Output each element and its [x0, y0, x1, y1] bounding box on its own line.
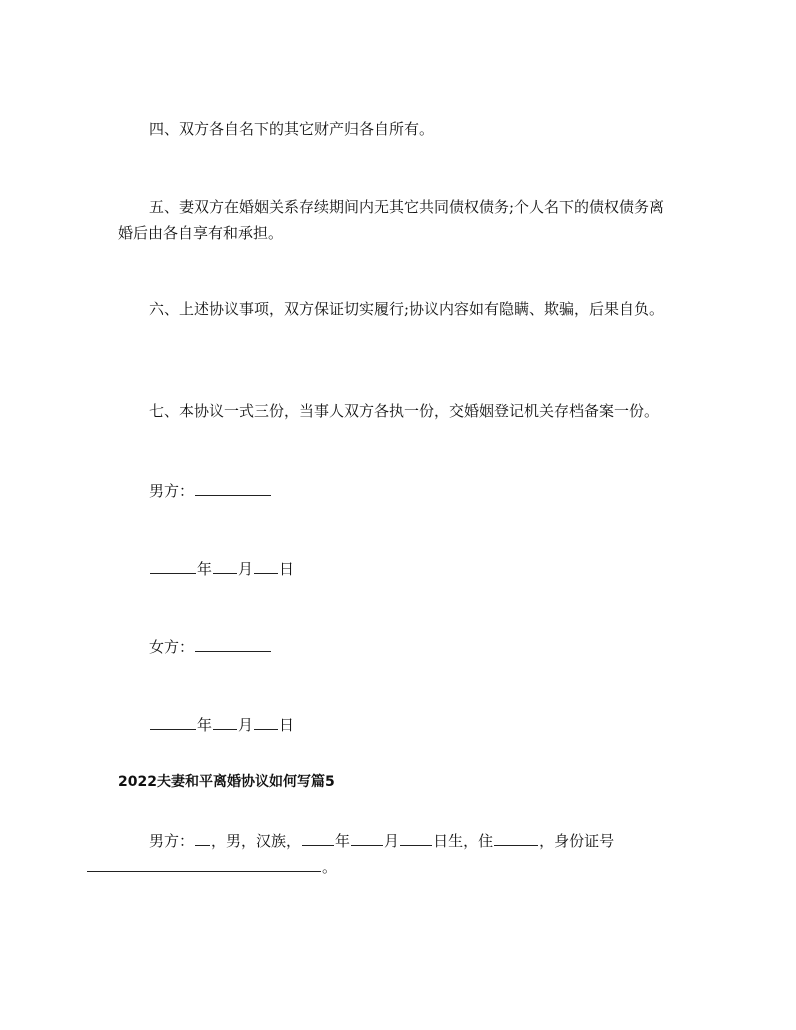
birth-month-label: 月: [384, 832, 400, 850]
male-signature-label: 男方：: [149, 482, 195, 500]
month-blank: [213, 572, 237, 574]
year-blank: [150, 572, 196, 574]
male-signature-blank: [195, 494, 271, 496]
birth-month-blank: [351, 844, 383, 846]
month-blank: [213, 728, 237, 730]
end-punctuation: 。: [322, 858, 338, 876]
gender-ethnicity-text: ，男，汉族，: [211, 832, 302, 850]
female-signature-label: 女方：: [149, 638, 195, 656]
clause-5: 五、妻双方在婚姻关系存续期间内无其它共同债权债务;个人名下的债权债务离婚后由各自享有和承担。: [118, 198, 665, 242]
clause-7: 七、本协议一式三份，当事人双方各执一份，交婚姻登记机关存档备案一份。: [149, 402, 660, 420]
female-date-line: [149, 712, 294, 738]
male-date-line: [149, 556, 294, 582]
month-label: 月: [238, 560, 254, 578]
year-blank: [150, 728, 196, 730]
day-label: 日: [279, 716, 295, 734]
year-label: 年: [197, 716, 213, 734]
clause-6: 六、上述协议事项，双方保证切实履行;协议内容如有隐瞒、欺骗，后果自负。: [149, 300, 665, 318]
id-number-blank: [87, 870, 321, 872]
birth-day-blank: [400, 844, 432, 846]
birth-year-label: 年: [335, 832, 351, 850]
month-label: 月: [238, 716, 254, 734]
day-blank: [254, 728, 278, 730]
day-blank: [254, 572, 278, 574]
name-blank: [195, 844, 210, 846]
party-male-label: 男方：: [149, 832, 195, 850]
year-label: 年: [197, 560, 213, 578]
birth-year-blank: [302, 844, 334, 846]
female-signature-line: [149, 634, 272, 660]
id-label: ，身份证号: [539, 832, 615, 850]
male-signature-line: [149, 478, 272, 504]
section-heading: 2022夫妻和平离婚协议如何写篇5: [118, 774, 335, 790]
born-residence-text: 日生，住: [433, 832, 494, 850]
day-label: 日: [279, 560, 295, 578]
clause-4: 四、双方各自名下的其它财产归各自所有。: [149, 120, 435, 138]
section5-party-male: [118, 828, 698, 880]
address-blank: [494, 844, 538, 846]
female-signature-blank: [195, 650, 271, 652]
